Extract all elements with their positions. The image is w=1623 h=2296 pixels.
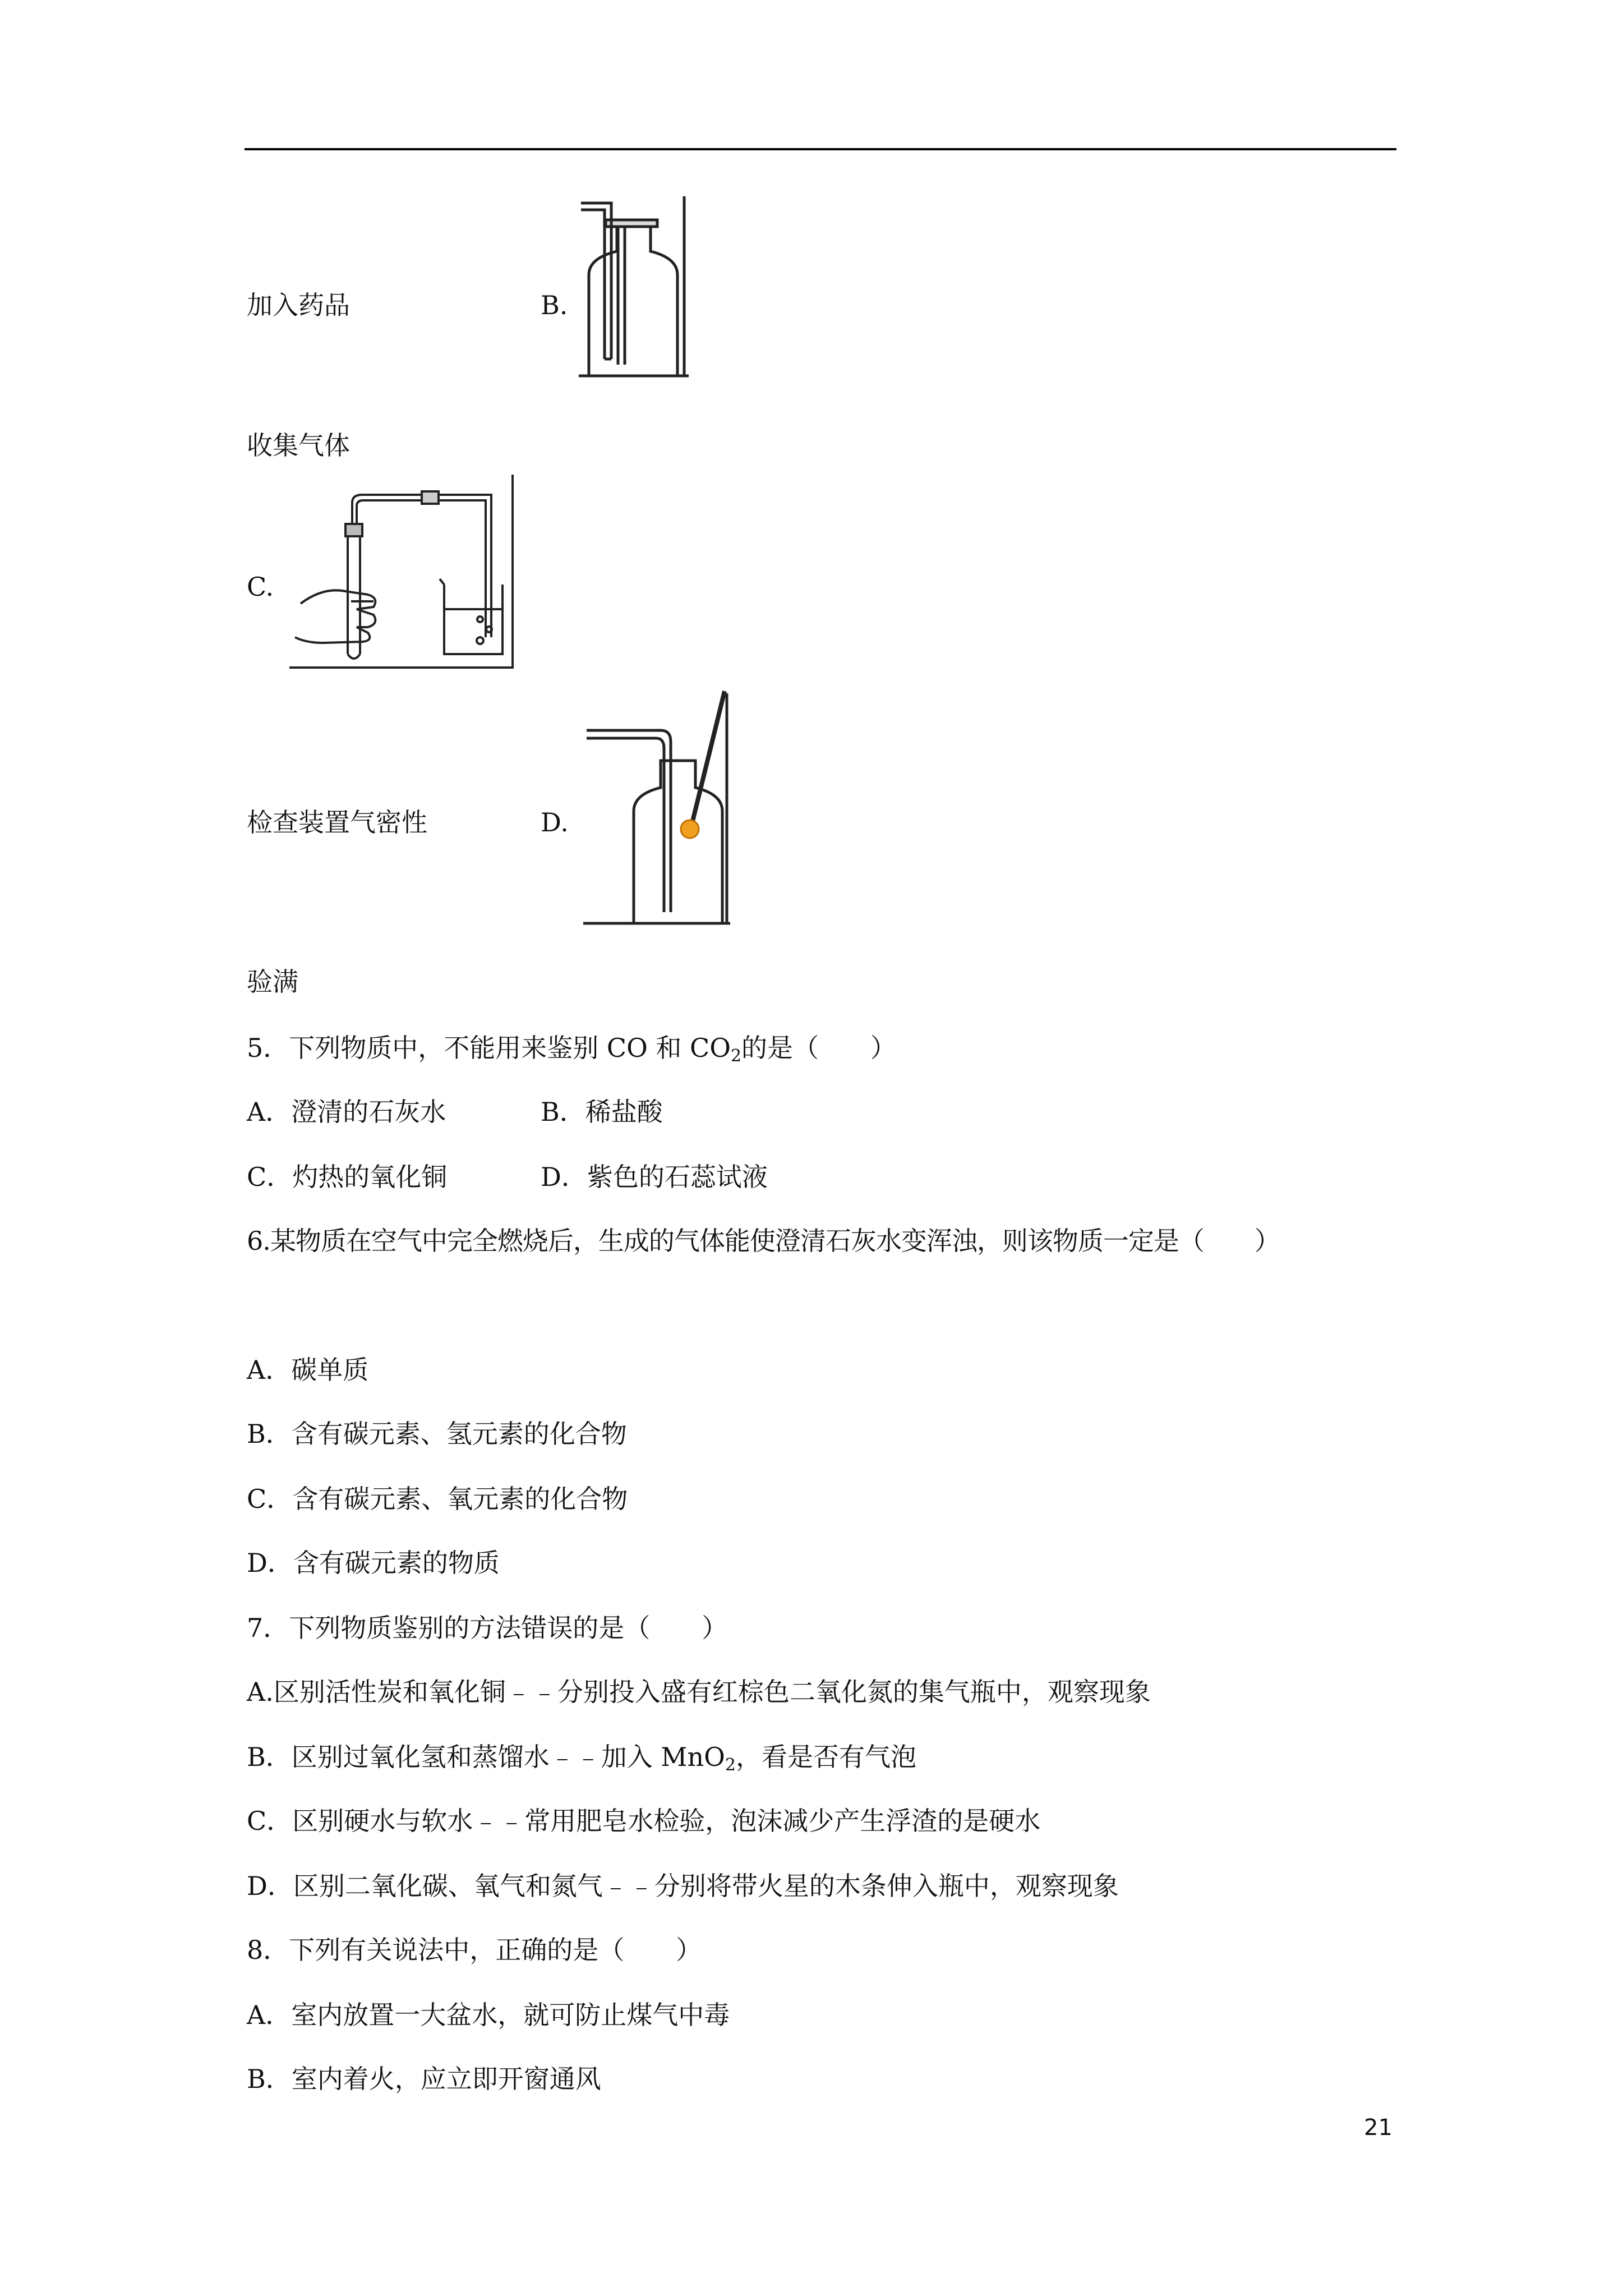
q6-option-a: A．碳单质 — [247, 1355, 369, 1385]
q5-option-a: A．澄清的石灰水 — [247, 1097, 446, 1127]
gas-collection-bottle-figure — [578, 191, 690, 381]
option-letter-b: B. — [541, 290, 568, 320]
caption-full-check: 验满 — [247, 967, 298, 997]
header-rule — [245, 148, 1396, 150]
option-letter-d: D. — [541, 807, 569, 838]
q7-option-c: C．区别硬水与软水﹣﹣常用肥皂水检验，泡沫减少产生浮渣的是硬水 — [247, 1806, 1041, 1836]
q8-option-a: A．室内放置一大盆水，就可防止煤气中毒 — [247, 2000, 730, 2030]
airtightness-check-figure — [289, 475, 517, 671]
page-number: 21 — [1364, 2115, 1393, 2141]
q7-option-a: A.区别活性炭和氧化铜﹣﹣分别投入盛有红棕色二氧化氮的集气瓶中，观察现象 — [247, 1677, 1151, 1707]
q6-option-b: B．含有碳元素、氢元素的化合物 — [247, 1419, 627, 1449]
caption-collect-gas: 收集气体 — [247, 430, 350, 461]
question-7-stem: 7．下列物质鉴别的方法错误的是（ ） — [247, 1613, 728, 1643]
question-8-stem: 8．下列有关说法中，正确的是（ ） — [247, 1935, 702, 1965]
caption-add-reagent: 加入药品 — [247, 290, 350, 320]
q5-option-c: C．灼热的氧化铜 — [247, 1162, 448, 1192]
caption-check-airtightness: 检查装置气密性 — [247, 807, 427, 838]
question-5-stem: 5．下列物质中，不能用来鉴别 CO 和 $CO_2$的是（ ） — [247, 1033, 897, 1066]
q8-option-b: B．室内着火，应立即开窗通风 — [247, 2064, 601, 2094]
q7-option-d: D．区别二氧化碳、氧气和氮气﹣﹣分别将带火星的木条伸入瓶中，观察现象 — [247, 1871, 1119, 1901]
question-6-stem: 6.某物质在空气中完全燃烧后，生成的气体能使澄清石灰水变浑浊，则该物质一定是（ ） — [247, 1226, 1280, 1256]
q7-option-b: B．区别过氧化氢和蒸馏水﹣﹣加入 MnO$_2$，看是否有气泡 — [247, 1742, 916, 1775]
q6-option-c: C．含有碳元素、氧元素的化合物 — [247, 1484, 628, 1514]
q6-option-d: D．含有碳元素的物质 — [247, 1548, 500, 1578]
full-check-figure — [578, 688, 735, 929]
q5-option-d: D．紫色的石蕊试液 — [541, 1162, 768, 1192]
q5-option-b: B．稀盐酸 — [541, 1097, 663, 1127]
option-letter-c: C. — [247, 572, 274, 602]
